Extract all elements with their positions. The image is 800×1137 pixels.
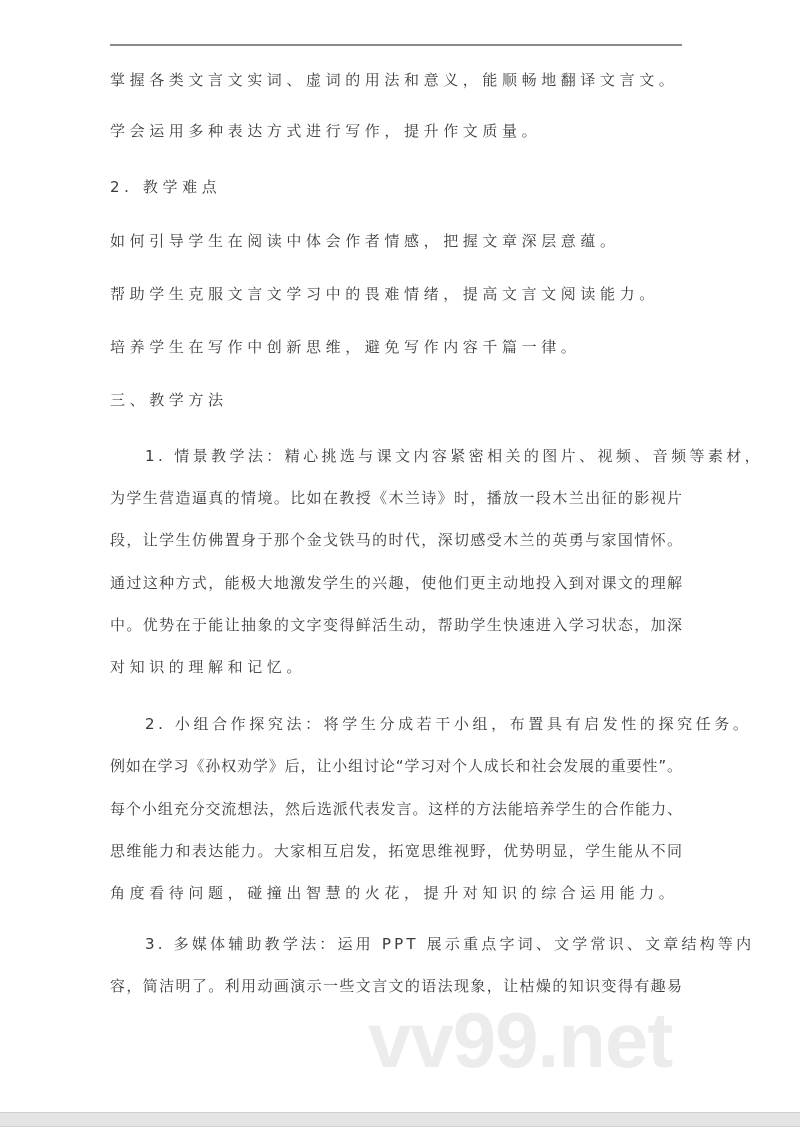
paragraph-line: 每个小组充分交流想法，然后选派代表发言。这样的方法能培养学生的合作能力、 bbox=[110, 800, 682, 818]
paragraph-line: 1. 情景教学法：精心挑选与课文内容紧密相关的图片、视频、音频等素材， bbox=[145, 447, 764, 465]
paragraph-line: 段，让学生仿佛置身于那个金戈铁马的时代，深切感受木兰的英勇与家国情怀。 bbox=[110, 531, 682, 549]
header-rule bbox=[110, 44, 682, 46]
paragraph-line: 对知识的理解和记忆。 bbox=[110, 658, 307, 676]
paragraph-line: 3. 多媒体辅助教学法：运用 PPT 展示重点字词、文学常识、文章结构等内 bbox=[145, 935, 755, 953]
paragraph-line: 2. 小组合作探究法：将学生分成若干小组，布置具有启发性的探究任务。 bbox=[145, 715, 752, 733]
section-heading: 2. 教学难点 bbox=[110, 178, 222, 196]
paragraph-line: 角度看待问题，碰撞出智慧的火花，提升对知识的综合运用能力。 bbox=[110, 884, 679, 902]
text-line: 培养学生在写作中创新思维，避免写作内容千篇一律。 bbox=[110, 338, 581, 356]
paragraph-line: 为学生营造逼真的情境。比如在教授《木兰诗》时，播放一段木兰出征的影视片 bbox=[110, 489, 682, 507]
text-line: 如何引导学生在阅读中体会作者情感，把握文章深层意蕴。 bbox=[110, 232, 620, 250]
watermark: vv99.net bbox=[368, 996, 673, 1084]
section-heading: 三、教学方法 bbox=[110, 391, 228, 409]
paragraph-line: 例如在学习《孙权劝学》后，让小组讨论“学习对个人成长和社会发展的重要性”。 bbox=[110, 757, 682, 775]
page-separator bbox=[0, 1112, 800, 1127]
text-line: 掌握各类文言文实词、虚词的用法和意义，能顺畅地翻译文言文。 bbox=[110, 71, 679, 89]
text-line: 帮助学生克服文言文学习中的畏难情绪，提高文言文阅读能力。 bbox=[110, 285, 659, 303]
paragraph-line: 容，简洁明了。利用动画演示一些文言文的语法现象，让枯燥的知识变得有趣易 bbox=[110, 977, 682, 995]
paragraph-line: 通过这种方式，能极大地激发学生的兴趣，使他们更主动地投入到对课文的理解 bbox=[110, 574, 682, 592]
text-line: 学会运用多种表达方式进行写作，提升作文质量。 bbox=[110, 122, 542, 140]
paragraph-line: 中。优势在于能让抽象的文字变得鲜活生动，帮助学生快速进入学习状态，加深 bbox=[110, 616, 682, 634]
paragraph-line: 思维能力和表达能力。大家相互启发，拓宽思维视野，优势明显，学生能从不同 bbox=[110, 842, 682, 860]
